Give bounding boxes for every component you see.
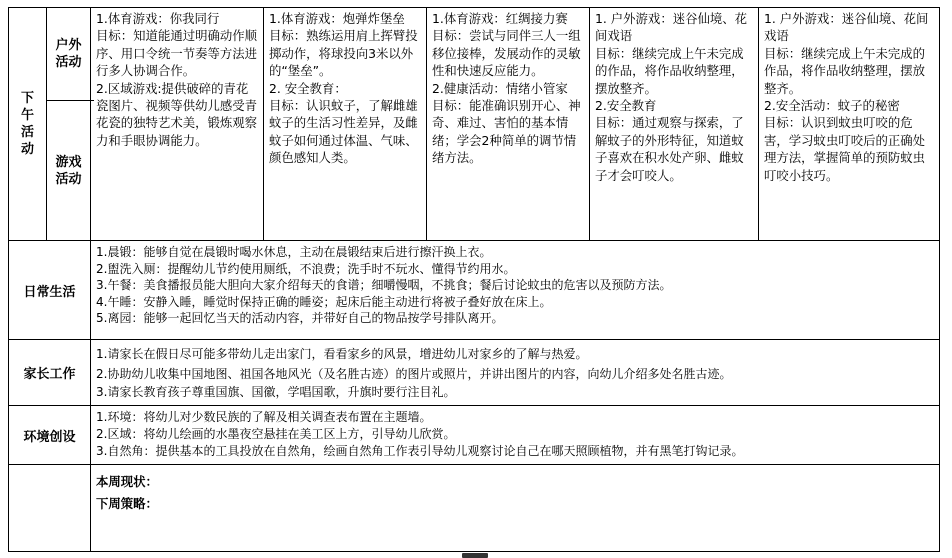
next-week-strategy-label: 下周策略： <box>96 496 158 511</box>
afternoon-day-1: 1.体育游戏：你我同行 目标：知道能通过明确动作顺序、用口令统一节奏等方法进行多人协调合作。 2.区域游戏:提供破碎的青花瓷图片、视频等供幼儿感受青花瓷的独特艺术美，锻炼观察力和手眼协调能力。 <box>96 11 258 148</box>
list-item: 5.离园：能够一起回忆当天的活动内容，并带好自己的物品按学号排队离开。 <box>96 311 504 326</box>
row-divider <box>8 405 940 406</box>
afternoon-day-3: 1.体育游戏：红绸接力赛 目标：尝试与同伴三人一组移位接棒，发展动作的灵敏性和快速反应能力。 2.健康活动：情绪小管家 目标：能准确识别开心、神奇、难过、害怕的基本情绪；学会2种简单的调节情绪方法。 <box>432 11 581 166</box>
afternoon-day-5: 1. 户外游戏：迷谷仙境、花间戏语 目标：继续完成上午未完成的作品，将作品收纳整理，摆放整齐。 2.安全活动：蚊子的秘密 目标：认识到蚊虫叮咬的危害，学习蚊虫叮咬后的正确处理方法，掌握简单的预防蚊虫叮咬小技巧。 <box>764 11 929 183</box>
row-divider <box>8 240 940 241</box>
row-divider <box>8 339 940 340</box>
list-item: 3.自然角：提供基本的工具投放在自然角，绘画自然角工作表引导幼儿观察讨论自己在哪天照顾植物，并有黑笔打钩记录。 <box>96 444 744 458</box>
row-divider <box>8 464 940 465</box>
afternoon-day-2: 1.体育游戏：炮弹炸堡垒 目标：熟练运用肩上挥臂投掷动作，将球投向3米以外的“堡垒”。 2. 安全教育： 目标：认识蚊子，了解雌雄蚊子的生活习性差异，及雌蚊子如何通过体温、气味、颜色感知人类。 <box>269 11 418 166</box>
outdoor-activity-label: 户外活动 <box>55 38 82 70</box>
list-item: 2.盥洗入厕：提醒幼儿节约使用厕纸，不浪费；洗手时不玩水、懂得节约用水。 <box>96 261 516 276</box>
afternoon-day-4: 1. 户外游戏：迷谷仙境、花间戏语 目标：继续完成上午未完成的作品，将作品收纳整理，摆放整齐。 2.安全教育 目标：通过观察与探索，了解蚊子的外形特征，知道蚊子喜欢在积水处产卵、雌蚊子才会叮咬人。 <box>595 11 748 183</box>
environment-list <box>91 409 939 460</box>
list-item: 2.区域：将幼儿绘画的水墨夜空悬挂在美工区上方，引导幼儿欣赏。 <box>96 427 456 441</box>
list-item: 1.环境：将幼儿对少数民族的了解及相关调查表布置在主题墙。 <box>96 410 432 424</box>
resize-handle[interactable] <box>462 553 488 558</box>
list-item: 1.请家长在假日尽可能多带幼儿走出家门，看看家乡的风景，增进幼儿对家乡的了解与热爱。 <box>96 347 588 361</box>
list-item: 3.请家长教育孩子尊重国旗、国徽，学唱国歌，升旗时要行注目礼。 <box>96 385 456 399</box>
environment-label: 环境创设 <box>23 429 76 445</box>
list-item: 1.晨锻：能够自觉在晨锻时喝水休息，主动在晨锻结束后进行擦汗换上衣。 <box>96 245 492 259</box>
daily-life-list <box>91 244 939 327</box>
parent-work-list <box>91 344 939 400</box>
daily-life-label: 日常生活 <box>23 284 76 300</box>
parent-work-label: 家长工作 <box>23 367 76 382</box>
afternoon-label: 下午活动 <box>20 91 34 157</box>
list-item: 2.协助幼儿收集中国地图、祖国各地风光（及名胜古迹）的图片或照片，并讲出图片的内容，向幼儿介绍多处名胜古迹。 <box>96 367 732 381</box>
list-item: 3.午餐：美食播报员能大胆向大家介绍每天的食谱；细嚼慢咽，不挑食；餐后讨论蚊虫的危害以及预防方法。 <box>96 278 672 293</box>
weekly-status-label: 本周现状： <box>96 474 158 489</box>
game-activity-label: 游戏活动 <box>55 154 82 187</box>
list-item: 4.午睡：安静入睡，睡觉时保持正确的睡姿；起床后能主动进行将被子叠好放在床上。 <box>96 294 552 309</box>
